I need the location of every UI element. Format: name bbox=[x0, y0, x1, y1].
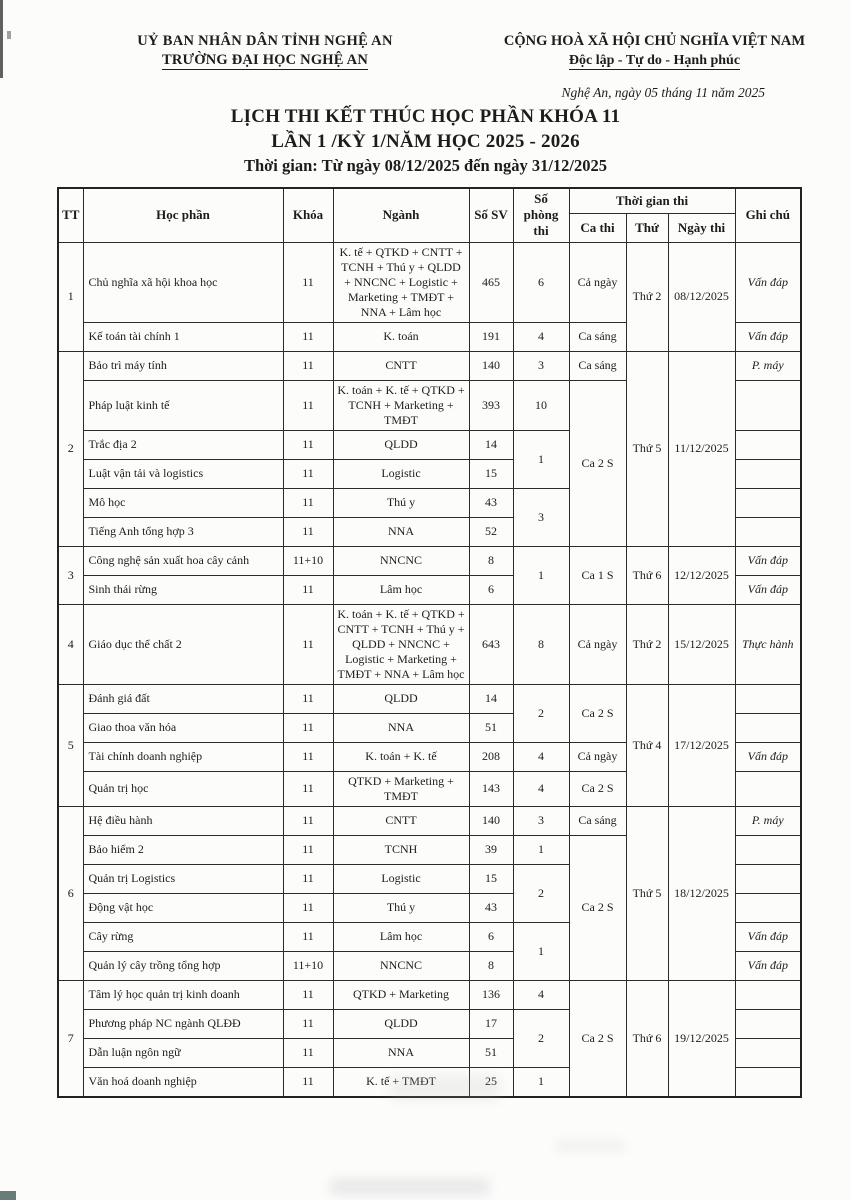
cell-ngaythi: 18/12/2025 bbox=[668, 806, 735, 980]
cell-ghichu bbox=[735, 459, 801, 488]
title-line-1: LỊCH THI KẾT THÚC HỌC PHẦN KHÓA 11 bbox=[230, 106, 621, 127]
cell-ghichu bbox=[735, 488, 801, 517]
cell-khoa: 11 bbox=[283, 922, 333, 951]
cell-ghichu: Vấn đáp bbox=[735, 546, 801, 575]
cell-nganh: NNCNC bbox=[333, 951, 469, 980]
cell-nganh: Logistic bbox=[333, 459, 469, 488]
cell-sosv: 140 bbox=[469, 806, 513, 835]
cell-nganh: Lâm học bbox=[333, 922, 469, 951]
cell-sosv: 52 bbox=[469, 517, 513, 546]
cell-ghichu: Vấn đáp bbox=[735, 951, 801, 980]
cell-thu: Thứ 5 bbox=[626, 351, 668, 546]
cell-khoa: 11 bbox=[283, 980, 333, 1009]
cell-ngaythi: 12/12/2025 bbox=[668, 546, 735, 604]
cell-cathi: Cả ngày bbox=[569, 604, 626, 684]
cell-nganh: Logistic bbox=[333, 864, 469, 893]
cell-sophong: 10 bbox=[513, 380, 569, 430]
cell-hocphan: Bảo hiểm 2 bbox=[83, 835, 283, 864]
cell-khoa: 11+10 bbox=[283, 951, 333, 980]
cell-hocphan: Cây rừng bbox=[83, 922, 283, 951]
cell-hocphan: Kế toán tài chính 1 bbox=[83, 322, 283, 351]
cell-thu: Thứ 5 bbox=[626, 806, 668, 980]
cell-khoa: 11 bbox=[283, 1038, 333, 1067]
cell-hocphan: Phương pháp NC ngành QLĐĐ bbox=[83, 1009, 283, 1038]
cell-khoa: 11 bbox=[283, 806, 333, 835]
cell-sosv: 15 bbox=[469, 864, 513, 893]
cell-tt: 1 bbox=[58, 242, 83, 351]
table-row bbox=[58, 242, 801, 322]
cell-sophong: 2 bbox=[513, 684, 569, 742]
national-heading-block bbox=[482, 33, 827, 69]
cell-sosv: 6 bbox=[469, 922, 513, 951]
cell-sophong: 2 bbox=[513, 1009, 569, 1067]
cell-tt: 4 bbox=[58, 604, 83, 684]
school-name: TRƯỜNG ĐẠI HỌC NGHỆ AN bbox=[161, 52, 369, 68]
issuing-org-block bbox=[100, 33, 430, 69]
cell-hocphan: Giao thoa văn hóa bbox=[83, 713, 283, 742]
cell-hocphan: Quản lý cây trồng tổng hợp bbox=[83, 951, 283, 980]
cell-khoa: 11 bbox=[283, 459, 333, 488]
cell-ghichu bbox=[735, 771, 801, 806]
cell-cathi: Ca 2 S bbox=[569, 771, 626, 806]
cell-cathi: Cả ngày bbox=[569, 242, 626, 322]
cell-ghichu bbox=[735, 684, 801, 713]
cell-ghichu bbox=[735, 380, 801, 430]
cell-nganh: QLDD bbox=[333, 430, 469, 459]
cell-sosv: 136 bbox=[469, 980, 513, 1009]
national-motto: Độc lập - Tự do - Hạnh phúc bbox=[568, 53, 741, 68]
cell-ghichu bbox=[735, 893, 801, 922]
cell-nganh: K. toán bbox=[333, 322, 469, 351]
header-tt: TT bbox=[58, 188, 83, 242]
table-row bbox=[58, 980, 801, 1009]
cell-hocphan: Dẫn luận ngôn ngữ bbox=[83, 1038, 283, 1067]
cell-nganh: CNTT bbox=[333, 806, 469, 835]
cell-hocphan: Mô học bbox=[83, 488, 283, 517]
cell-hocphan: Đánh giá đất bbox=[83, 684, 283, 713]
cell-sosv: 39 bbox=[469, 835, 513, 864]
cell-ghichu: Thực hành bbox=[735, 604, 801, 684]
table-row bbox=[58, 806, 801, 835]
cell-khoa: 11 bbox=[283, 713, 333, 742]
cell-sosv: 140 bbox=[469, 351, 513, 380]
cell-ghichu: Vấn đáp bbox=[735, 742, 801, 771]
cell-thu: Thứ 6 bbox=[626, 546, 668, 604]
cell-ghichu bbox=[735, 713, 801, 742]
cell-khoa: 11 bbox=[283, 575, 333, 604]
cell-sosv: 143 bbox=[469, 771, 513, 806]
cell-khoa: 11 bbox=[283, 488, 333, 517]
cell-sosv: 208 bbox=[469, 742, 513, 771]
org-name: UỶ BAN NHÂN DÂN TỈNH NGHỆ AN bbox=[137, 33, 393, 49]
cell-khoa: 11+10 bbox=[283, 546, 333, 575]
cell-sophong: 1 bbox=[513, 546, 569, 604]
cell-khoa: 11 bbox=[283, 684, 333, 713]
table-row bbox=[58, 546, 801, 575]
cell-khoa: 11 bbox=[283, 771, 333, 806]
cell-ghichu bbox=[735, 1009, 801, 1038]
cell-cathi: Ca sáng bbox=[569, 351, 626, 380]
cell-nganh: K. toán + K. tế bbox=[333, 742, 469, 771]
cell-sophong: 3 bbox=[513, 351, 569, 380]
cell-sosv: 643 bbox=[469, 604, 513, 684]
header-khoa: Khóa bbox=[283, 188, 333, 242]
cell-hocphan: Giáo dục thể chất 2 bbox=[83, 604, 283, 684]
cell-nganh: Thú y bbox=[333, 488, 469, 517]
cell-khoa: 11 bbox=[283, 604, 333, 684]
scan-edge-artifact bbox=[0, 0, 3, 78]
cell-sophong: 1 bbox=[513, 430, 569, 488]
scan-corner-artifact bbox=[0, 1191, 16, 1200]
cell-cathi: Ca 2 S bbox=[569, 980, 626, 1097]
header-ngaythi: Ngày thi bbox=[668, 213, 735, 242]
cell-hocphan: Công nghệ sản xuất hoa cây cảnh bbox=[83, 546, 283, 575]
cell-sosv: 14 bbox=[469, 684, 513, 713]
cell-nganh: QTKD + Marketing bbox=[333, 980, 469, 1009]
cell-ngaythi: 19/12/2025 bbox=[668, 980, 735, 1097]
cell-thu: Thứ 2 bbox=[626, 242, 668, 351]
cell-sophong: 6 bbox=[513, 242, 569, 322]
cell-cathi: Ca 1 S bbox=[569, 546, 626, 604]
cell-sophong: 4 bbox=[513, 980, 569, 1009]
cell-cathi: Ca 2 S bbox=[569, 835, 626, 980]
letterhead bbox=[0, 0, 851, 69]
header-ghichu: Ghi chú bbox=[735, 188, 801, 242]
cell-hocphan: Sinh thái rừng bbox=[83, 575, 283, 604]
cell-ghichu: P. máy bbox=[735, 806, 801, 835]
exam-schedule-table bbox=[57, 187, 802, 1098]
cell-hocphan: Chủ nghĩa xã hội khoa học bbox=[83, 242, 283, 322]
cell-ghichu bbox=[735, 835, 801, 864]
cell-sosv: 17 bbox=[469, 1009, 513, 1038]
table-row bbox=[58, 604, 801, 684]
cell-nganh: K. tế + QTKD + CNTT + TCNH + Thú y + QLDD + NNCNC + Logistic + Marketing + TMĐT + NNA + Lâm học bbox=[333, 242, 469, 322]
cell-khoa: 11 bbox=[283, 1009, 333, 1038]
cell-sosv: 6 bbox=[469, 575, 513, 604]
document-title bbox=[0, 105, 851, 177]
cell-thu: Thứ 4 bbox=[626, 684, 668, 806]
cell-ngaythi: 15/12/2025 bbox=[668, 604, 735, 684]
cell-khoa: 11 bbox=[283, 864, 333, 893]
cell-tt: 7 bbox=[58, 980, 83, 1097]
cell-sosv: 8 bbox=[469, 951, 513, 980]
schedule-table-body bbox=[58, 242, 801, 1097]
cell-nganh: NNA bbox=[333, 1038, 469, 1067]
cell-sophong: 3 bbox=[513, 806, 569, 835]
cell-ghichu bbox=[735, 517, 801, 546]
cell-cathi: Ca 2 S bbox=[569, 380, 626, 546]
cell-nganh: Thú y bbox=[333, 893, 469, 922]
cell-ghichu: Vấn đáp bbox=[735, 242, 801, 322]
cell-sophong: 1 bbox=[513, 835, 569, 864]
cell-ngaythi: 08/12/2025 bbox=[668, 242, 735, 351]
cell-sophong: 1 bbox=[513, 922, 569, 980]
cell-hocphan: Pháp luật kinh tế bbox=[83, 380, 283, 430]
cell-hocphan: Văn hoá doanh nghiệp bbox=[83, 1067, 283, 1097]
header-hocphan: Học phần bbox=[83, 188, 283, 242]
national-title: CỘNG HOÀ XÃ HỘI CHỦ NGHĨA VIỆT NAM bbox=[503, 33, 806, 49]
cell-tt: 6 bbox=[58, 806, 83, 980]
cell-cathi: Ca sáng bbox=[569, 322, 626, 351]
cell-sosv: 191 bbox=[469, 322, 513, 351]
cell-tt: 2 bbox=[58, 351, 83, 546]
cell-khoa: 11 bbox=[283, 380, 333, 430]
header-thoigian: Thời gian thi bbox=[569, 188, 735, 214]
cell-hocphan: Hệ điều hành bbox=[83, 806, 283, 835]
cell-hocphan: Quản trị học bbox=[83, 771, 283, 806]
cell-sophong: 3 bbox=[513, 488, 569, 546]
cell-thu: Thứ 2 bbox=[626, 604, 668, 684]
cell-sophong: 2 bbox=[513, 864, 569, 922]
cell-tt: 3 bbox=[58, 546, 83, 604]
header-sosv: Số SV bbox=[469, 188, 513, 242]
bleedthrough-artifact bbox=[390, 1075, 500, 1101]
cell-nganh: NNA bbox=[333, 713, 469, 742]
cell-ghichu: Vấn đáp bbox=[735, 922, 801, 951]
header-thu: Thứ bbox=[626, 213, 668, 242]
cell-khoa: 11 bbox=[283, 351, 333, 380]
cell-cathi: Ca sáng bbox=[569, 806, 626, 835]
cell-ghichu bbox=[735, 980, 801, 1009]
table-row bbox=[58, 351, 801, 380]
cell-ghichu bbox=[735, 1038, 801, 1067]
title-line-2: LẦN 1 /KỲ 1/NĂM HỌC 2025 - 2026 bbox=[271, 130, 580, 152]
cell-sophong: 4 bbox=[513, 771, 569, 806]
cell-sosv: 25 bbox=[469, 1067, 513, 1097]
cell-khoa: 11 bbox=[283, 242, 333, 322]
cell-ngaythi: 11/12/2025 bbox=[668, 351, 735, 546]
cell-ghichu: Vấn đáp bbox=[735, 575, 801, 604]
cell-tt: 5 bbox=[58, 684, 83, 806]
cell-nganh: K. tế + TMĐT bbox=[333, 1067, 469, 1097]
cell-nganh: K. toán + K. tế + QTKD + CNTT + TCNH + Thú y + QLDD + NNCNC + Logistic + Marketing + TMĐT + NNA + Lâm học bbox=[333, 604, 469, 684]
cell-khoa: 11 bbox=[283, 1067, 333, 1097]
cell-hocphan: Tài chính doanh nghiệp bbox=[83, 742, 283, 771]
cell-cathi: Cả ngày bbox=[569, 742, 626, 771]
cell-sosv: 465 bbox=[469, 242, 513, 322]
cell-hocphan: Tâm lý học quản trị kinh doanh bbox=[83, 980, 283, 1009]
cell-khoa: 11 bbox=[283, 893, 333, 922]
cell-khoa: 11 bbox=[283, 322, 333, 351]
cell-sosv: 393 bbox=[469, 380, 513, 430]
cell-hocphan: Tiếng Anh tổng hợp 3 bbox=[83, 517, 283, 546]
cell-ghichu bbox=[735, 430, 801, 459]
cell-nganh: QLDD bbox=[333, 1009, 469, 1038]
cell-khoa: 11 bbox=[283, 835, 333, 864]
cell-sosv: 15 bbox=[469, 459, 513, 488]
cell-ghichu bbox=[735, 864, 801, 893]
header-sophong: Số phòng thi bbox=[513, 188, 569, 242]
bleedthrough-artifact bbox=[330, 1178, 490, 1196]
cell-cathi: Ca 2 S bbox=[569, 684, 626, 742]
cell-khoa: 11 bbox=[283, 517, 333, 546]
scan-mark-artifact bbox=[7, 31, 11, 39]
cell-ghichu: P. máy bbox=[735, 351, 801, 380]
cell-nganh: K. toán + K. tế + QTKD + TCNH + Marketing + TMĐT bbox=[333, 380, 469, 430]
cell-nganh: QTKD + Marketing + TMĐT bbox=[333, 771, 469, 806]
cell-nganh: CNTT bbox=[333, 351, 469, 380]
cell-sosv: 51 bbox=[469, 1038, 513, 1067]
cell-nganh: NNCNC bbox=[333, 546, 469, 575]
cell-khoa: 11 bbox=[283, 742, 333, 771]
date-line: Nghệ An, ngày 05 tháng 11 năm 2025 bbox=[561, 85, 765, 100]
cell-sophong: 8 bbox=[513, 604, 569, 684]
cell-sosv: 43 bbox=[469, 488, 513, 517]
cell-sophong: 1 bbox=[513, 1067, 569, 1097]
table-header bbox=[58, 188, 801, 242]
header-cathi: Ca thi bbox=[569, 213, 626, 242]
cell-nganh: QLDD bbox=[333, 684, 469, 713]
cell-thu: Thứ 6 bbox=[626, 980, 668, 1097]
cell-sophong: 4 bbox=[513, 322, 569, 351]
cell-sosv: 14 bbox=[469, 430, 513, 459]
cell-nganh: TCNH bbox=[333, 835, 469, 864]
table-row bbox=[58, 684, 801, 713]
cell-hocphan: Bảo trì máy tính bbox=[83, 351, 283, 380]
cell-sosv: 43 bbox=[469, 893, 513, 922]
cell-khoa: 11 bbox=[283, 430, 333, 459]
cell-ghichu bbox=[735, 1067, 801, 1097]
cell-sophong: 4 bbox=[513, 742, 569, 771]
cell-hocphan: Quản trị Logistics bbox=[83, 864, 283, 893]
cell-sosv: 51 bbox=[469, 713, 513, 742]
cell-nganh: Lâm học bbox=[333, 575, 469, 604]
cell-ngaythi: 17/12/2025 bbox=[668, 684, 735, 806]
cell-nganh: NNA bbox=[333, 517, 469, 546]
cell-hocphan: Luật vận tải và logistics bbox=[83, 459, 283, 488]
cell-ghichu: Vấn đáp bbox=[735, 322, 801, 351]
cell-hocphan: Động vật học bbox=[83, 893, 283, 922]
cell-sosv: 8 bbox=[469, 546, 513, 575]
cell-hocphan: Trắc địa 2 bbox=[83, 430, 283, 459]
bleedthrough-artifact bbox=[555, 1140, 625, 1152]
title-line-3: Thời gian: Từ ngày 08/12/2025 đến ngày 31/12/2025 bbox=[243, 156, 607, 176]
header-nganh: Ngành bbox=[333, 188, 469, 242]
